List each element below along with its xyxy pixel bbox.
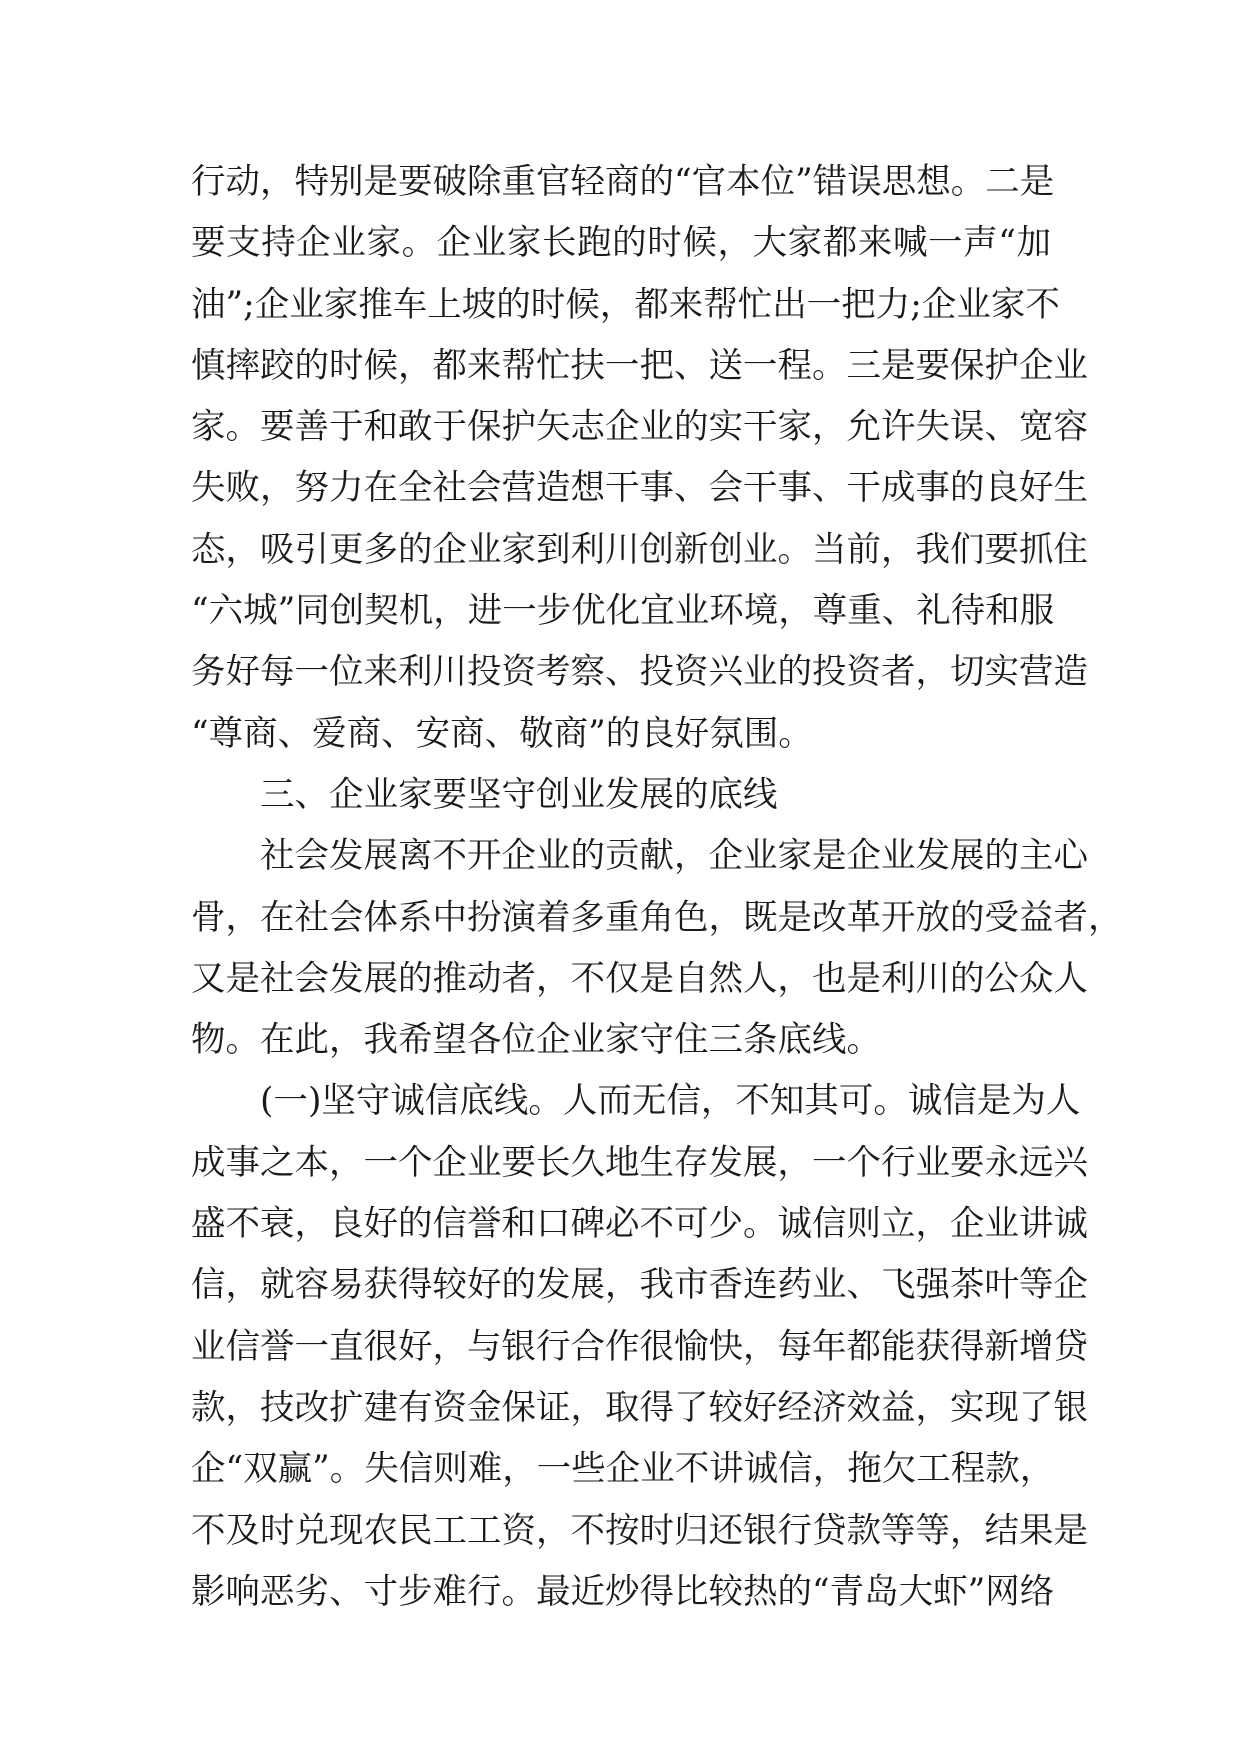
text-line: 物。在此，我希望各位企业家守住三条底线。 <box>191 1020 881 1061</box>
text-line: 盛不衰，良好的信誉和口碑必不可少。诚信则立，企业讲诚 <box>191 1204 1088 1245</box>
text-line: 三、企业家要坚守创业发展的底线 <box>260 774 778 815</box>
text-line: 不及时兑现农民工工资，不按时归还银行贷款等等，结果是 <box>191 1510 1088 1551</box>
text-line: 慎摔跤的时候，都来帮忙扶一把、送一程。三是要保护企业 <box>191 345 1088 386</box>
text-line: 社会发展离不开企业的贡献，企业家是企业发展的主心 <box>260 836 1088 877</box>
text-line: 油”;企业家推车上坡的时候，都来帮忙出一把力;企业家不 <box>191 284 1060 325</box>
text-line: (一)坚守诚信底线。人而无信，不知其可。诚信是为人 <box>260 1081 1081 1122</box>
text-line: 家。要善于和敢于保护矢志企业的实干家，允许失误、宽容 <box>191 407 1088 448</box>
text-line: 企“双赢”。失信则难，一些企业不讲诚信，拖欠工程款， <box>191 1449 1055 1490</box>
text-line: 行动，特别是要破除重官轻商的“官本位”错误思想。二是 <box>191 162 1055 202</box>
text-line: 态，吸引更多的企业家到利川创新创业。当前，我们要抓住 <box>191 529 1088 570</box>
text-line: “尊商、爱商、安商、敬商”的良好氛围。 <box>191 713 813 754</box>
text-line: “六城”同创契机，进一步优化宜业环境，尊重、礼待和服 <box>191 591 1055 632</box>
text-line: 失败，努力在全社会营造想干事、会干事、干成事的良好生 <box>191 468 1088 509</box>
text-line: 影响恶劣、寸步难行。最近炒得比较热的“青岛大虾”网络 <box>191 1571 1055 1612</box>
text-line: 款，技改扩建有资金保证，取得了较好经济效益，实现了银 <box>191 1387 1088 1428</box>
text-line: 务好每一位来利川投资考察、投资兴业的投资者，切实营造 <box>191 652 1088 693</box>
text-line: 信，就容易获得较好的发展，我市香连药业、飞强茶叶等企 <box>191 1265 1088 1306</box>
text-line: 要支持企业家。企业家长跑的时候，大家都来喊一声“加 <box>191 223 1051 264</box>
text-line: 成事之本，一个企业要长久地生存发展，一个行业要永远兴 <box>191 1142 1088 1183</box>
document-body <box>191 152 1123 1623</box>
text-line: 业信誉一直很好，与银行合作很愉快，每年都能获得新增贷 <box>191 1326 1088 1367</box>
text-line: 骨，在社会体系中扮演着多重角色，既是改革开放的受益者， <box>191 897 1123 938</box>
text-line: 又是社会发展的推动者，不仅是自然人，也是利川的公众人 <box>191 958 1088 999</box>
